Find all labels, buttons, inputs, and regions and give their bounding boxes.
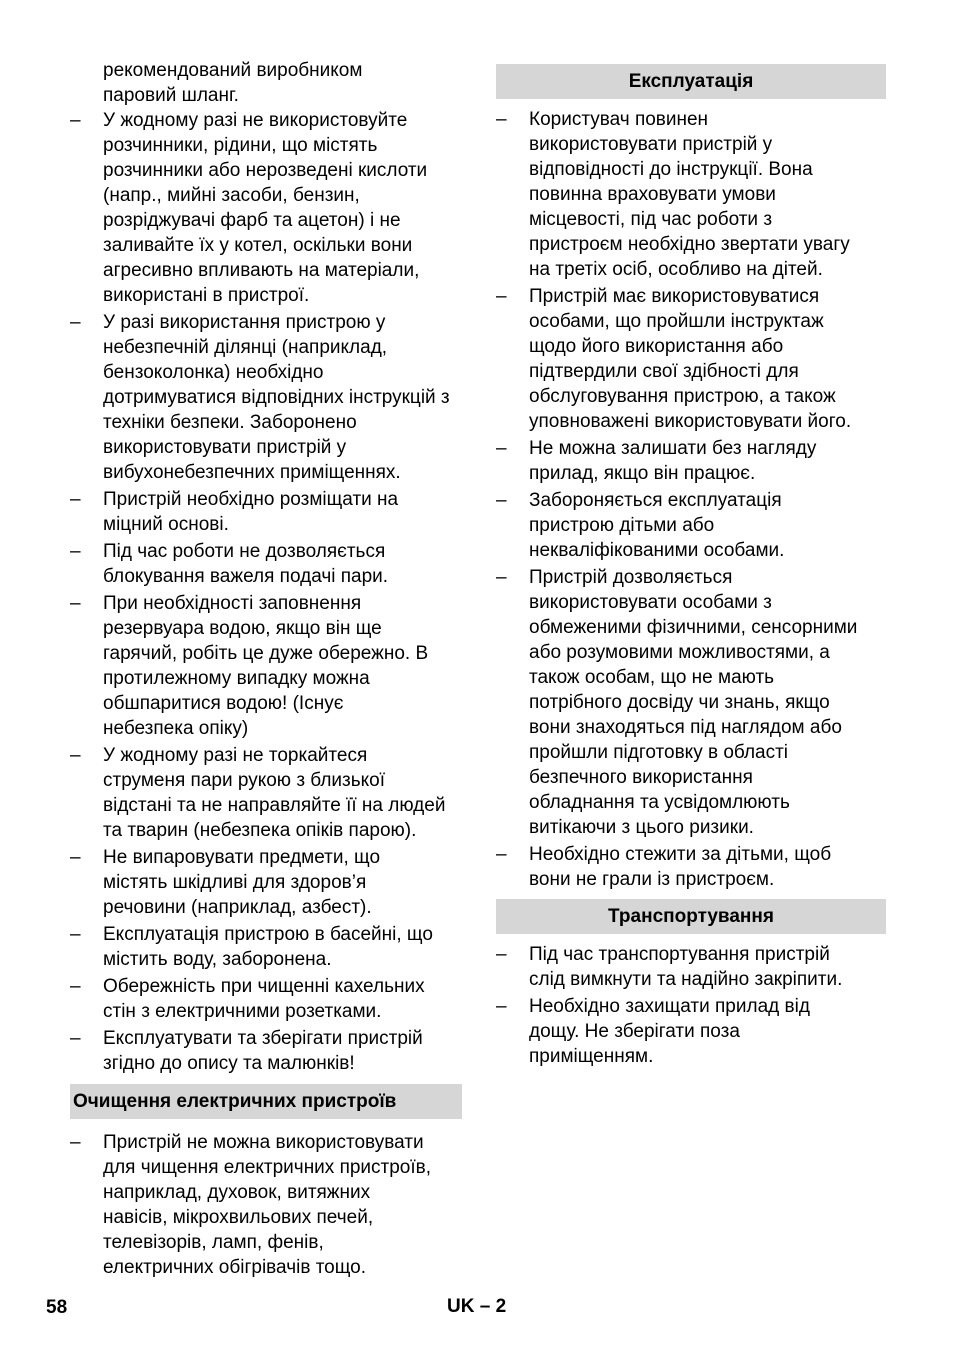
list-item [496,488,886,563]
dash-bullet: – [70,1028,81,1049]
text-line: бензоколонка) необхідно [103,362,324,383]
text-line: Експлуатувати та зберігати пристрій [103,1028,423,1049]
text-line: Під час роботи не дозволяється [103,541,386,562]
dash-bullet: – [70,489,81,510]
text-line: Не випаровувати предмети, що [103,847,381,868]
text-line: речовини (наприклад, азбест). [103,897,372,918]
list-item [496,565,886,840]
text-line: Пристрій необхідно розміщати на [103,489,399,510]
text-line: некваліфікованими особами. [529,540,785,561]
text-line: розріджувачі фарб та ацетон) і не [103,210,401,231]
page-number: 58 [46,1297,68,1318]
dash-bullet: – [70,312,81,333]
language-page-code: UK – 2 [447,1296,507,1317]
dash-bullet: – [70,593,81,614]
text-line: обслуговування пристрою, а також [529,386,836,407]
section-heading-cleaning-electrical: Очищення електричних пристроїв [70,1084,462,1119]
text-line: використовувати пристрій у [103,437,347,458]
text-line: При необхідності заповнення [103,593,362,614]
dash-bullet: – [70,924,81,945]
dash-bullet: – [70,1132,81,1153]
dash-bullet: – [496,490,507,511]
dash-bullet: – [496,438,507,459]
text-line: електричних обігрівачів тощо. [103,1257,367,1278]
text-line: також особам, що не мають [529,667,775,688]
text-line: агресивно впливають на матеріали, [103,260,420,281]
text-line: пройшли підготовку в області [529,742,789,763]
text-line: навісів, мікрохвильових печей, [103,1207,374,1228]
text-line: У жодному разі не використовуйте [103,110,408,131]
text-line: Пристрій дозволяється [529,567,733,588]
list-item [70,974,462,1024]
text-line: небезпечній ділянці (наприклад, [103,337,388,358]
text-line: слід вимкнути та надійно закріпити. [529,969,843,990]
text-line: протилежному випадку можна [103,668,370,689]
text-line: техніки безпеки. Заборонено [103,412,357,433]
dash-bullet: – [496,109,507,130]
right-column [496,64,886,1071]
text-line: дощу. Не зберігати поза [529,1021,740,1042]
list-item [496,842,886,892]
transport-bullet-list [496,942,886,1069]
text-line: розчинники або нерозведені кислоти [103,160,428,181]
section-heading-transport: Транспортування [496,899,886,934]
dash-bullet: – [70,976,81,997]
text-line: вони знаходяться під наглядом або [529,717,842,738]
text-line: підтвердили свої здібності для [529,361,799,382]
list-item [70,922,462,972]
list-item [70,845,462,920]
text-line: Пристрій не можна використовувати [103,1132,424,1153]
text-line: струменя пари рукою з близької [103,770,386,791]
dash-bullet: – [496,286,507,307]
left-column [70,58,462,1282]
text-line: особами, що пройшли інструктаж [529,311,824,332]
text-line: містять шкідливі для здоров’я [103,872,367,893]
list-item [496,436,886,486]
text-line: використовувати особами з [529,592,772,613]
list-item [70,108,462,308]
dash-bullet: – [70,110,81,131]
text-line: блокування важеля подачі пари. [103,566,389,587]
dash-bullet: – [496,844,507,865]
dash-bullet: – [496,567,507,588]
list-item [70,539,462,589]
text-line: щодо його використання або [529,336,784,357]
text-line: Не можна залишати без нагляду [529,438,817,459]
text-line: розчинники, рідини, що містять [103,135,378,156]
text-line: безпечного використання [529,767,753,788]
text-line: телевізорів, ламп, фенів, [103,1232,324,1253]
text-line: Забороняється експлуатація [529,490,782,511]
text-line: пристроєм необхідно звертати увагу [529,234,850,255]
text-line: місцевості, під час роботи з [529,209,773,230]
text-line: повинна враховувати умови [529,184,776,205]
text-line: відповідності до інструкції. Вона [529,159,813,180]
text-line: згідно до опису та малюнків! [103,1053,355,1074]
list-item [70,310,462,485]
text-line: використовувати пристрій у [529,134,773,155]
list-item [70,1130,462,1280]
text-line: витікаючи з цього ризики. [529,817,754,838]
section-heading-operation: Експлуатація [496,64,886,99]
list-item [70,591,462,741]
list-item [496,107,886,282]
text-line: У разі використання пристрою у [103,312,386,333]
text-line: вибухонебезпечних приміщеннях. [103,462,401,483]
operation-bullet-list [496,107,886,892]
text-line: відстані та не направляйте її на людей [103,795,446,816]
text-line: Користувач повинен [529,109,709,130]
text-line: стін з електричними розетками. [103,1001,382,1022]
dash-bullet: – [496,944,507,965]
text-line: Експлуатація пристрою в басейні, що [103,924,433,945]
dash-bullet: – [70,541,81,562]
text-line: на третіх осіб, особливо на дітей. [529,259,823,280]
text-line: небезпека опіку) [103,718,249,739]
text-line: вони не грали із пристроєм. [529,869,775,890]
dash-bullet: – [70,745,81,766]
list-item [70,487,462,537]
list-item [70,743,462,843]
text-line: та тварин (небезпека опіків парою). [103,820,417,841]
text-line: або розумовими можливостями, а [529,642,830,663]
text-line: заливайте їх у котел, оскільки вони [103,235,413,256]
text-line: уповноважені використовувати його. [529,411,852,432]
text-line: паровий шланг. [103,85,239,106]
dash-bullet: – [496,996,507,1017]
text-line: обладнання та усвідомлюють [529,792,790,813]
text-line: Під час транспортування пристрій [529,944,830,965]
text-line: резервуара водою, якщо він ще [103,618,382,639]
text-line: Необхідно захищати прилад від [529,996,810,1017]
text-line: обмеженими фізичними, сенсорними [529,617,858,638]
list-item [496,284,886,434]
list-item [496,942,886,992]
text-line: наприклад, духовок, витяжних [103,1182,371,1203]
list-item [70,1026,462,1076]
continued-text [70,58,462,108]
text-line: містить воду, заборонена. [103,949,332,970]
text-line: пристрою дітьми або [529,515,715,536]
text-line: рекомендований виробником [103,60,363,81]
left-bullet-list [70,108,462,1076]
text-line: обшпаритися водою! (Існує [103,693,344,714]
text-line: Необхідно стежити за дітьми, щоб [529,844,832,865]
cleaning-bullet-list [70,1130,462,1280]
dash-bullet: – [70,847,81,868]
text-line: приміщенням. [529,1046,654,1067]
text-line: для чищення електричних пристроїв, [103,1157,432,1178]
text-line: використані в пристрої. [103,285,310,306]
text-line: дотримуватися відповідних інструкцій з [103,387,450,408]
text-line: У жодному разі не торкайтеся [103,745,368,766]
text-line: прилад, якщо він працює. [529,463,756,484]
text-line: Пристрій має використовуватися [529,286,820,307]
text-line: (напр., мийні засоби, бензин, [103,185,360,206]
text-line: міцний основі. [103,514,229,535]
text-line: потрібного досвіду чи знань, якщо [529,692,830,713]
list-item [496,994,886,1069]
text-line: гарячий, робіть це дуже обережно. В [103,643,429,664]
text-line: Обережність при чищенні кахельних [103,976,425,997]
